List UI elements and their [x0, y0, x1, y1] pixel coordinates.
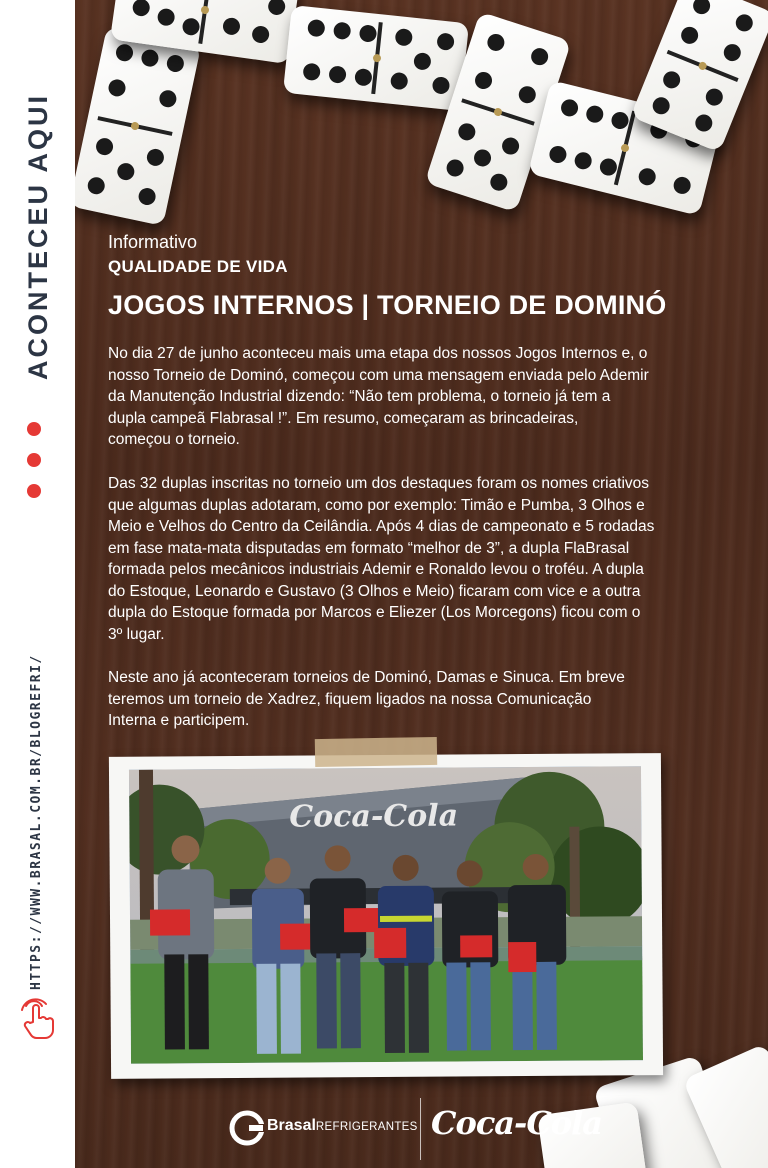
section-label: QUALIDADE DE VIDA [108, 257, 288, 276]
dot-icon [27, 453, 41, 467]
domino-tile [75, 26, 201, 226]
main-panel [75, 0, 768, 1168]
photo-frame [109, 753, 663, 1079]
team-photo [129, 766, 643, 1064]
kicker-label: Informativo [108, 232, 198, 252]
domino-tile [283, 5, 469, 111]
paragraph: Neste ano já aconteceram torneios de Dominó, Damas e Sinuca. Em breve teremos um torneio de Xadrez, fiquem ligados na nossa Comunicação Interna e participem. [108, 669, 625, 729]
dot-icon [27, 484, 41, 498]
brasal-logo-text: BrasalREFRIGERANTES [267, 1117, 418, 1134]
blog-url-link[interactable]: HTTPS://WWW.BRASAL.COM.BR/BLOGREFRI/ [29, 654, 44, 990]
tape-strip [315, 737, 437, 767]
dot-icon [27, 422, 41, 436]
footer-logos [75, 1090, 768, 1168]
paragraph: Das 32 duplas inscritas no torneio um dos destaques foram os nomes criativos que algumas duplas adotaram, como por exemplo: Timão e Pumba, 3 Olhos e Meio e Velhos do Centro da Ceilândia. Após 4 dias de campeonato e 5 rodadas em fase mata-mata disputadas em formato “melhor de 3”, a dupla FlaBrasal formada pelos mecânicos industriais Ademir e Ronaldo levou o troféu. A dupla do Estoque, Leonardo e Gustavo (3 Olhos e Meio) ficaram com vice e a outra dupla do Estoque formada por Marcos e Eliezer (Los Morcegons) ficou com o 3º lugar. [108, 475, 655, 643]
logo-divider [420, 1098, 421, 1160]
paragraph: No dia 27 de junho aconteceu mais uma etapa dos nossos Jogos Internos e, o nosso Torneio de Dominó, começou com uma mensagem enviada pelo Ademir da Manutenção Industrial dizendo: “Não tem problema, o torneio já tem a dupla campeã Flabrasal !”. Em resumo, começaram as brincadeiras, começou o torneio. [108, 345, 649, 448]
sidebar-title: ACONTECEU AQUI [23, 92, 53, 380]
hand-click-icon[interactable] [18, 998, 58, 1040]
building-sign: Coca-Cola [289, 798, 459, 835]
coca-cola-logo: Coca-Cola [431, 1104, 603, 1142]
brasal-logo-icon [229, 1110, 265, 1146]
sidebar [0, 0, 75, 1168]
page-title: JOGOS INTERNOS | TORNEIO DE DOMINÓ [108, 290, 667, 320]
